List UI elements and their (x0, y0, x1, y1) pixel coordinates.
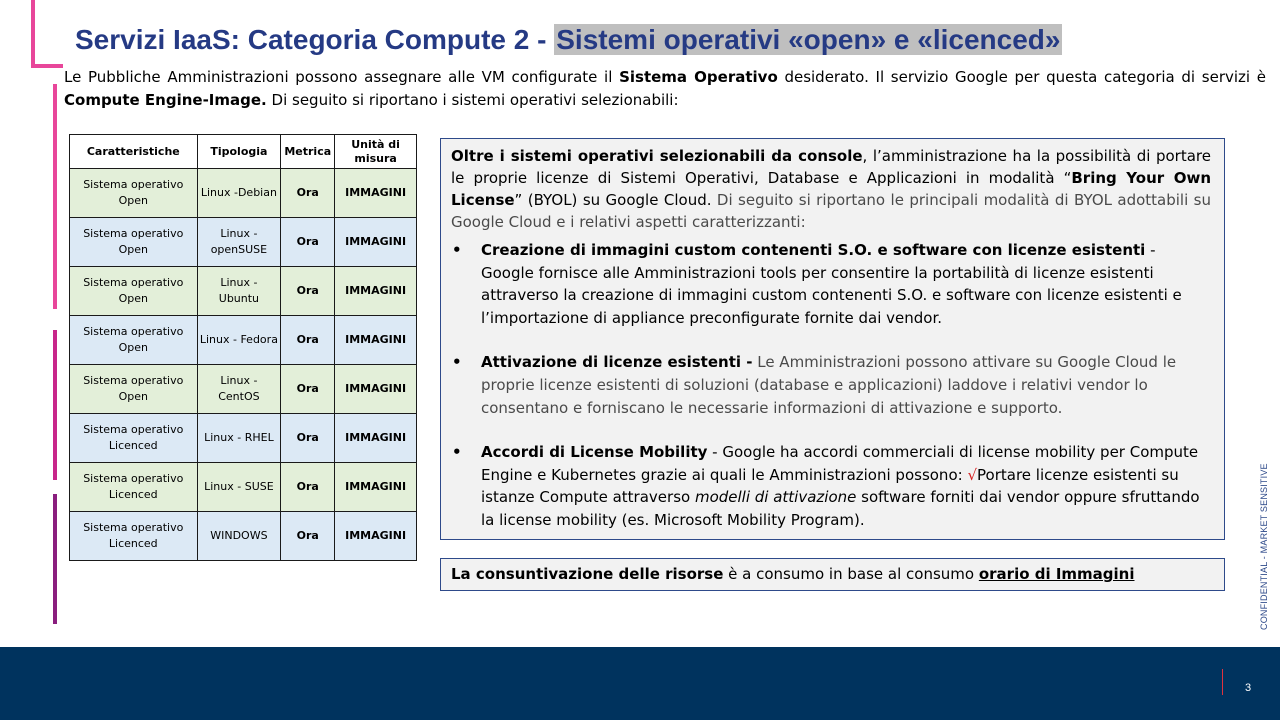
cell-metrica: Ora (281, 169, 335, 218)
cell-tipologia: WINDOWS (197, 512, 281, 561)
table-row (70, 365, 417, 414)
bullet-3-title: Accordi di License Mobility (481, 443, 708, 462)
intro-text-2: desiderato. Il servizio Google per questa categoria di servizi è (777, 68, 1266, 86)
table-header-unita: Unità di misura (335, 135, 417, 169)
corner-accent-vertical (31, 0, 35, 68)
cell-caratteristiche: Sistema operativo Open (70, 316, 198, 365)
list-item (451, 441, 1211, 531)
bullet-1-title: Creazione di immagini custom contenenti S.O. e software con licenze esistenti (481, 241, 1146, 259)
cell-unita: IMMAGINI (335, 267, 417, 316)
cell-metrica: Ora (281, 365, 335, 414)
page-number-separator (1222, 669, 1223, 695)
cell-metrica: Ora (281, 463, 335, 512)
cell-unita: IMMAGINI (335, 365, 417, 414)
table-row (70, 512, 417, 561)
page-number: 3 (1245, 682, 1252, 694)
table-row (70, 169, 417, 218)
bullet-3-text-1: - Google ha accordi commerciali di license mobility per Compute Engine e Kubernetes grazie ai quali le Amministrazioni possono: (481, 443, 1199, 484)
cell-unita: IMMAGINI (335, 463, 417, 512)
cell-tipologia: Linux - SUSE (197, 463, 281, 512)
intro-text-3: Di seguito si riportano i sistemi operativi selezionabili: (266, 91, 679, 109)
table-header-metrica: Metrica (281, 135, 335, 169)
cell-tipologia: Linux - CentOS (197, 365, 281, 414)
cell-caratteristiche: Sistema operativo Open (70, 267, 198, 316)
os-table (69, 134, 417, 561)
cell-tipologia: Linux - openSUSE (197, 218, 281, 267)
bullet-1-text: - Google fornisce alle Amministrazioni tools per consentire la portabilità di licenze esistenti attraverso la creazione di immagini custom contenenti S.O. e software con licenze esistenti e l’importazione di appliance preconfigurate fornite dai vendor. (481, 241, 1182, 327)
byol-intro-text-2: ” (BYOL) su Google Cloud. (514, 191, 712, 209)
cell-metrica: Ora (281, 218, 335, 267)
cell-caratteristiche: Sistema operativo Open (70, 365, 198, 414)
cell-metrica: Ora (281, 316, 335, 365)
title-highlight: Sistemi operativi «open» e «licenced» (556, 24, 1061, 55)
cell-caratteristiche: Sistema operativo Open (70, 169, 198, 218)
intro-text-1: Le Pubbliche Amministrazioni possono assegnare alle VM configurate il (64, 68, 620, 86)
cell-metrica: Ora (281, 414, 335, 463)
intro-bold-service: Compute Engine-Image. (64, 91, 267, 109)
byol-panel (440, 138, 1225, 540)
confidential-label (1258, 460, 1272, 630)
bullet-2-title: Attivazione di licenze esistenti - (481, 353, 753, 372)
side-accent-bar-2 (53, 330, 57, 480)
byol-list (451, 239, 1211, 532)
title-main: Servizi IaaS: Categoria Compute 2 - (75, 24, 555, 55)
page-title (75, 22, 1062, 58)
intro-bold-os: Sistema Operativo (619, 68, 778, 86)
cell-tipologia: Linux -Debian (197, 169, 281, 218)
table-header-tipologia: Tipologia (197, 135, 281, 169)
table-row (70, 218, 417, 267)
cell-unita: IMMAGINI (335, 169, 417, 218)
byol-intro-bold-byol: Bring Your Own License (451, 169, 1211, 209)
bullet-3-text-2: Portare licenze esistenti su istanze Compute attraverso (481, 465, 1179, 507)
cell-tipologia: Linux - Fedora (197, 316, 281, 365)
confidential-text: CONFIDENTIAL - MARKET SENSITIVE (1259, 463, 1269, 630)
bullet-icon: • (452, 353, 462, 372)
cell-tipologia: Linux - RHEL (197, 414, 281, 463)
cell-metrica: Ora (281, 512, 335, 561)
consumption-note-bold: La consuntivazione delle risorse (451, 565, 724, 583)
table-header-row (70, 135, 417, 169)
side-accent-bar-1 (53, 84, 57, 309)
byol-intro-bold: Oltre i sistemi operativi selezionabili da console (451, 147, 863, 165)
cell-caratteristiche: Sistema operativo Licenced (70, 463, 198, 512)
list-item (451, 351, 1211, 419)
side-accent-bar-3 (53, 494, 57, 624)
byol-intro-text-1: , l’amministrazione ha la possibilità di portare le proprie licenze di Sistemi Operativi, Database e Applicazioni in modalità “ (451, 147, 1211, 187)
consumption-note (440, 558, 1225, 591)
intro-paragraph (64, 66, 1266, 112)
bullet-icon: • (452, 241, 462, 259)
cell-unita: IMMAGINI (335, 316, 417, 365)
cell-metrica: Ora (281, 267, 335, 316)
consumption-note-underlined: orario di Immagini (978, 565, 1135, 583)
corner-accent-horizontal (31, 64, 63, 68)
table-row (70, 267, 417, 316)
table-row (70, 414, 417, 463)
consumption-note-text: è a consumo in base al consumo (723, 565, 979, 583)
checkmark-icon: √ (967, 465, 978, 484)
bullet-icon: • (452, 443, 462, 462)
byol-intro (451, 145, 1211, 233)
cell-caratteristiche: Sistema operativo Licenced (70, 414, 198, 463)
bullet-3-italic: modelli di attivazione (694, 488, 857, 507)
cell-caratteristiche: Sistema operativo Licenced (70, 512, 198, 561)
cell-unita: IMMAGINI (335, 414, 417, 463)
cell-unita: IMMAGINI (335, 218, 417, 267)
byol-intro-gray: Di seguito si riportano le principali modalità di BYOL adottabili su Google Cloud e i relativi aspetti caratterizzanti: (451, 191, 1211, 231)
list-item (451, 239, 1211, 329)
cell-caratteristiche: Sistema operativo Open (70, 218, 198, 267)
bullet-3-text-3: software forniti dai vendor oppure sfruttando la license mobility (es. Microsoft Mobility Program). (481, 488, 1200, 529)
table-row (70, 316, 417, 365)
bullet-2-text: Le Amministrazioni possono attivare su Google Cloud le proprie licenze esistenti di soluzioni (database e applicazioni) laddove i relativi vendor lo consentano e forniscano le necessarie informazioni di attivazione e supporto. (481, 353, 1177, 417)
cell-unita: IMMAGINI (335, 512, 417, 561)
table-row (70, 463, 417, 512)
footer-band (0, 647, 1280, 720)
table-header-caratteristiche: Caratteristiche (70, 135, 198, 169)
cell-tipologia: Linux - Ubuntu (197, 267, 281, 316)
